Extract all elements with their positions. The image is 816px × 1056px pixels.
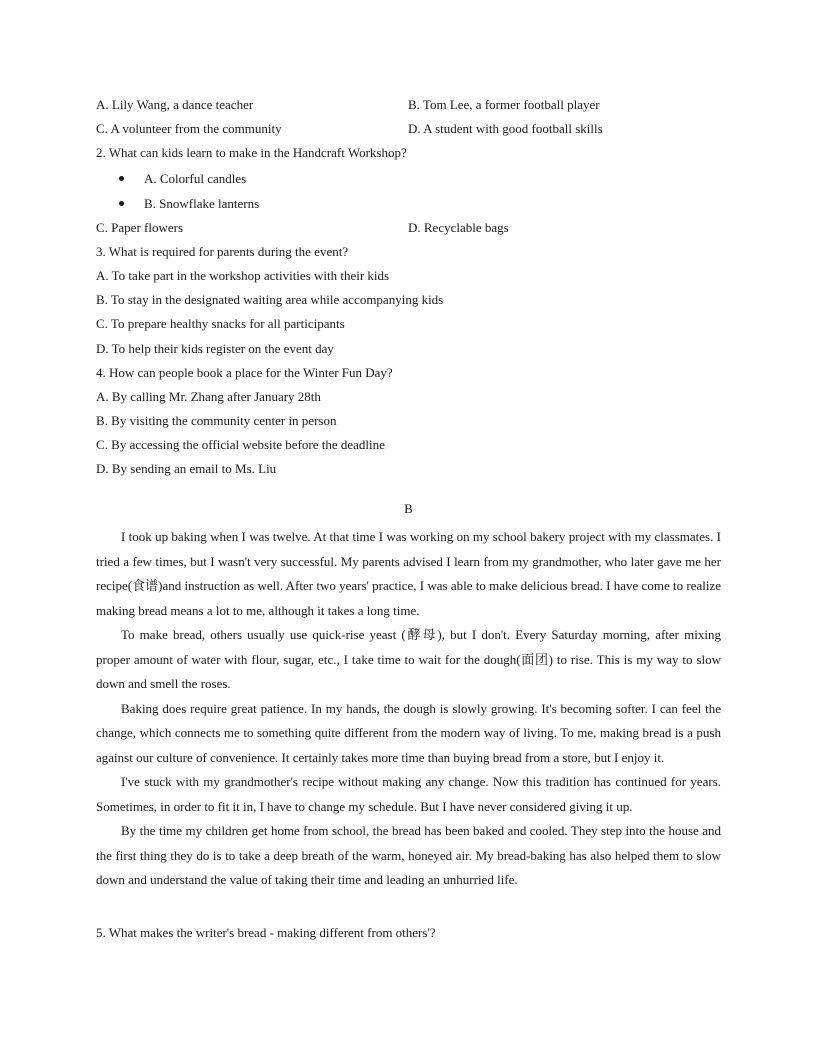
q1-option-b: B. Tom Lee, a former football player <box>408 97 600 112</box>
q3-option-b: B. To stay in the designated waiting area while accompanying kids <box>96 292 444 307</box>
q4-question: 4. How can people book a place for the Winter Fun Day? <box>96 365 393 380</box>
q4-option-a: A. By calling Mr. Zhang after January 28th <box>96 389 321 404</box>
q3-option-a: A. To take part in the workshop activities with their kids <box>96 268 390 283</box>
bullet-icon <box>119 201 124 206</box>
q5-question: 5. What makes the writer's bread - making different from others'? <box>96 925 436 940</box>
passage-paragraph: By the time my children get home from school, the bread has been baked and cooled. They step into the house and the first thing they do is to take a deep breath of the warm, honeyed air. My bread-baking has also helped them to slow down and understand the value of taking their time and leading an unhurried life. <box>96 823 721 887</box>
passage-paragraph: I've stuck with my grandmother's recipe without making any change. Now this tradition has continued for years. Sometimes, in order to fit it in, I have to change my schedule. But I have never considered giving it up. <box>96 774 721 814</box>
q4-option-d: D. By sending an email to Ms. Liu <box>96 461 277 476</box>
q4-option-b: B. By visiting the community center in person <box>96 413 337 428</box>
passage <box>96 525 721 893</box>
section-heading: B <box>404 501 413 516</box>
q3-option-d: D. To help their kids register on the event day <box>96 341 334 356</box>
passage-paragraph: I took up baking when I was twelve. At that time I was working on my school bakery project with my classmates. I tried a few times, but I wasn't very successful. My parents advised I learn from my grandmother, who later gave me her recipe(食谱)and instruction as well. After two years' practice, I was able to make delicious bread. I have come to realize making bread means a lot to me, although it takes a long time. <box>96 529 721 618</box>
q2-option-a: A. Colorful candles <box>144 171 247 186</box>
q3-question: 3. What is required for parents during the event? <box>96 244 349 259</box>
q2-option-c: C. Paper flowers <box>96 220 184 235</box>
passage-paragraph: To make bread, others usually use quick-rise yeast (酵母), but I don't. Every Saturday morning, after mixing proper amount of water with flour, sugar, etc., I take time to wait for the dough(面团) to rise. This is my way to slow down and smell the roses. <box>96 627 721 691</box>
q4-option-c: C. By accessing the official website before the deadline <box>96 437 385 452</box>
q1-option-a: A. Lily Wang, a dance teacher <box>96 97 254 112</box>
q2-question: 2. What can kids learn to make in the Handcraft Workshop? <box>96 145 407 160</box>
q1-option-c: C. A volunteer from the community <box>96 121 282 136</box>
q3-option-c: C. To prepare healthy snacks for all participants <box>96 316 345 331</box>
q1-option-d: D. A student with good football skills <box>408 121 603 136</box>
q2-option-b: B. Snowflake lanterns <box>144 196 260 211</box>
q2-option-d: D. Recyclable bags <box>408 220 509 235</box>
passage-paragraph: Baking does require great patience. In my hands, the dough is slowly growing. It's becoming softer. I can feel the change, which connects me to something quite different from the modern way of living. To me, making bread is a push against our culture of convenience. It certainly takes more time than buying bread from a store, but I enjoy it. <box>96 700 721 765</box>
bullet-icon <box>119 176 124 181</box>
